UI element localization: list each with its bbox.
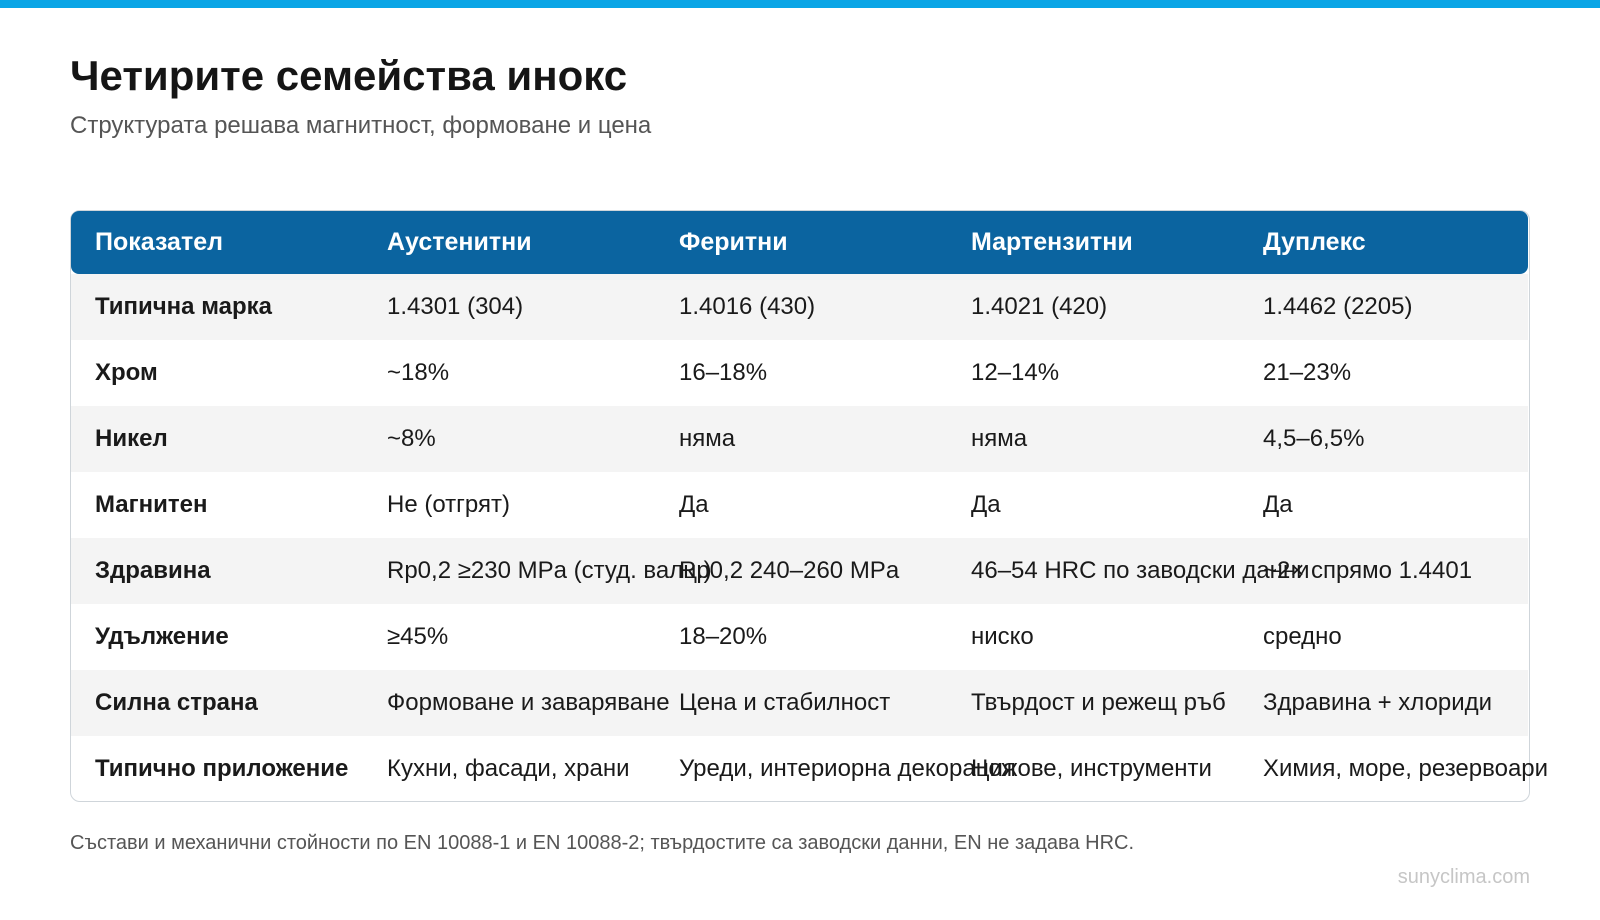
table-cell: ~2× спрямо 1.4401 [1263,557,1473,584]
table-cell: 21–23% [1263,359,1352,386]
table-cell: Формоване и заваряване [387,689,670,716]
row-label: Удължение [95,623,229,650]
table-cell: Да [1263,491,1293,518]
table-cell: 4,5–6,5% [1263,425,1365,452]
row-label: Магнитен [95,491,208,518]
table-cell: Уреди, интериорна декорация [679,755,1016,782]
top-accent-bar [0,0,1600,8]
table-cell: 1.4301 (304) [387,293,524,320]
column-header-martensitic: Мартензитни [971,228,1133,256]
table-cell: 1.4462 (2205) [1263,293,1413,320]
table-cell: Цена и стабилност [679,689,891,716]
table-cell: Не (отгрят) [387,491,510,518]
comparison-table [70,210,1549,802]
table-cell: 1.4016 (430) [679,293,816,320]
table-cell: ниско [971,623,1034,650]
table-cell: Rp0,2 ≥230 MPa (студ. валц.) [387,557,712,584]
row-label: Типично приложение [95,755,349,782]
table-cell: 18–20% [679,623,768,650]
table-row [71,670,1528,736]
table-cell: Твърдост и режещ ръб [971,689,1226,716]
table-header [71,211,1528,274]
table-cell: Да [971,491,1001,518]
row-label: Хром [95,359,158,386]
row-label: Силна страна [95,689,258,716]
table-cell: Химия, море, резервоари [1263,755,1549,782]
table-cell: средно [1263,623,1342,650]
table-row [71,340,1528,406]
table-cell: 46–54 HRC по заводски данни [971,557,1310,584]
table-cell: Кухни, фасади, храни [387,755,630,782]
table-cell: Да [679,491,709,518]
table-cell: 12–14% [971,359,1060,386]
table-row [71,604,1528,670]
row-label: Здравина [95,557,211,584]
page-subtitle: Структурата решава магнитност, формоване и цена [70,112,652,139]
table-cell: ≥45% [387,623,449,650]
table-row [71,406,1528,472]
column-header-austenitic: Аустенитни [387,228,532,256]
table-row [71,538,1528,604]
page-title: Четирите семейства инокс [70,52,628,99]
column-header-ferritic: Феритни [679,228,788,256]
table-cell: Rp0,2 240–260 MPa [679,557,900,584]
table-row [71,736,1549,802]
column-header-indicator: Показател [95,228,223,256]
table-cell: Ножове, инструменти [971,755,1212,782]
table-cell: 1.4021 (420) [971,293,1108,320]
table-cell: ~8% [387,425,436,452]
table-cell: няма [679,425,736,452]
row-label: Типична марка [95,293,272,320]
brand-watermark: sunyclima.com [1397,866,1530,888]
row-label: Никел [95,425,168,452]
table-cell: 16–18% [679,359,768,386]
column-header-duplex: Дуплекс [1263,228,1366,256]
table-row [71,472,1528,538]
footnote: Състави и механични стойности по EN 10088-1 и EN 10088-2; твърдостите са заводски данни, EN не задава HRC. [70,832,1135,854]
table-cell: ~18% [387,359,450,386]
table-cell: Здравина + хлориди [1263,689,1493,716]
table-row [71,274,1528,340]
table-cell: няма [971,425,1028,452]
